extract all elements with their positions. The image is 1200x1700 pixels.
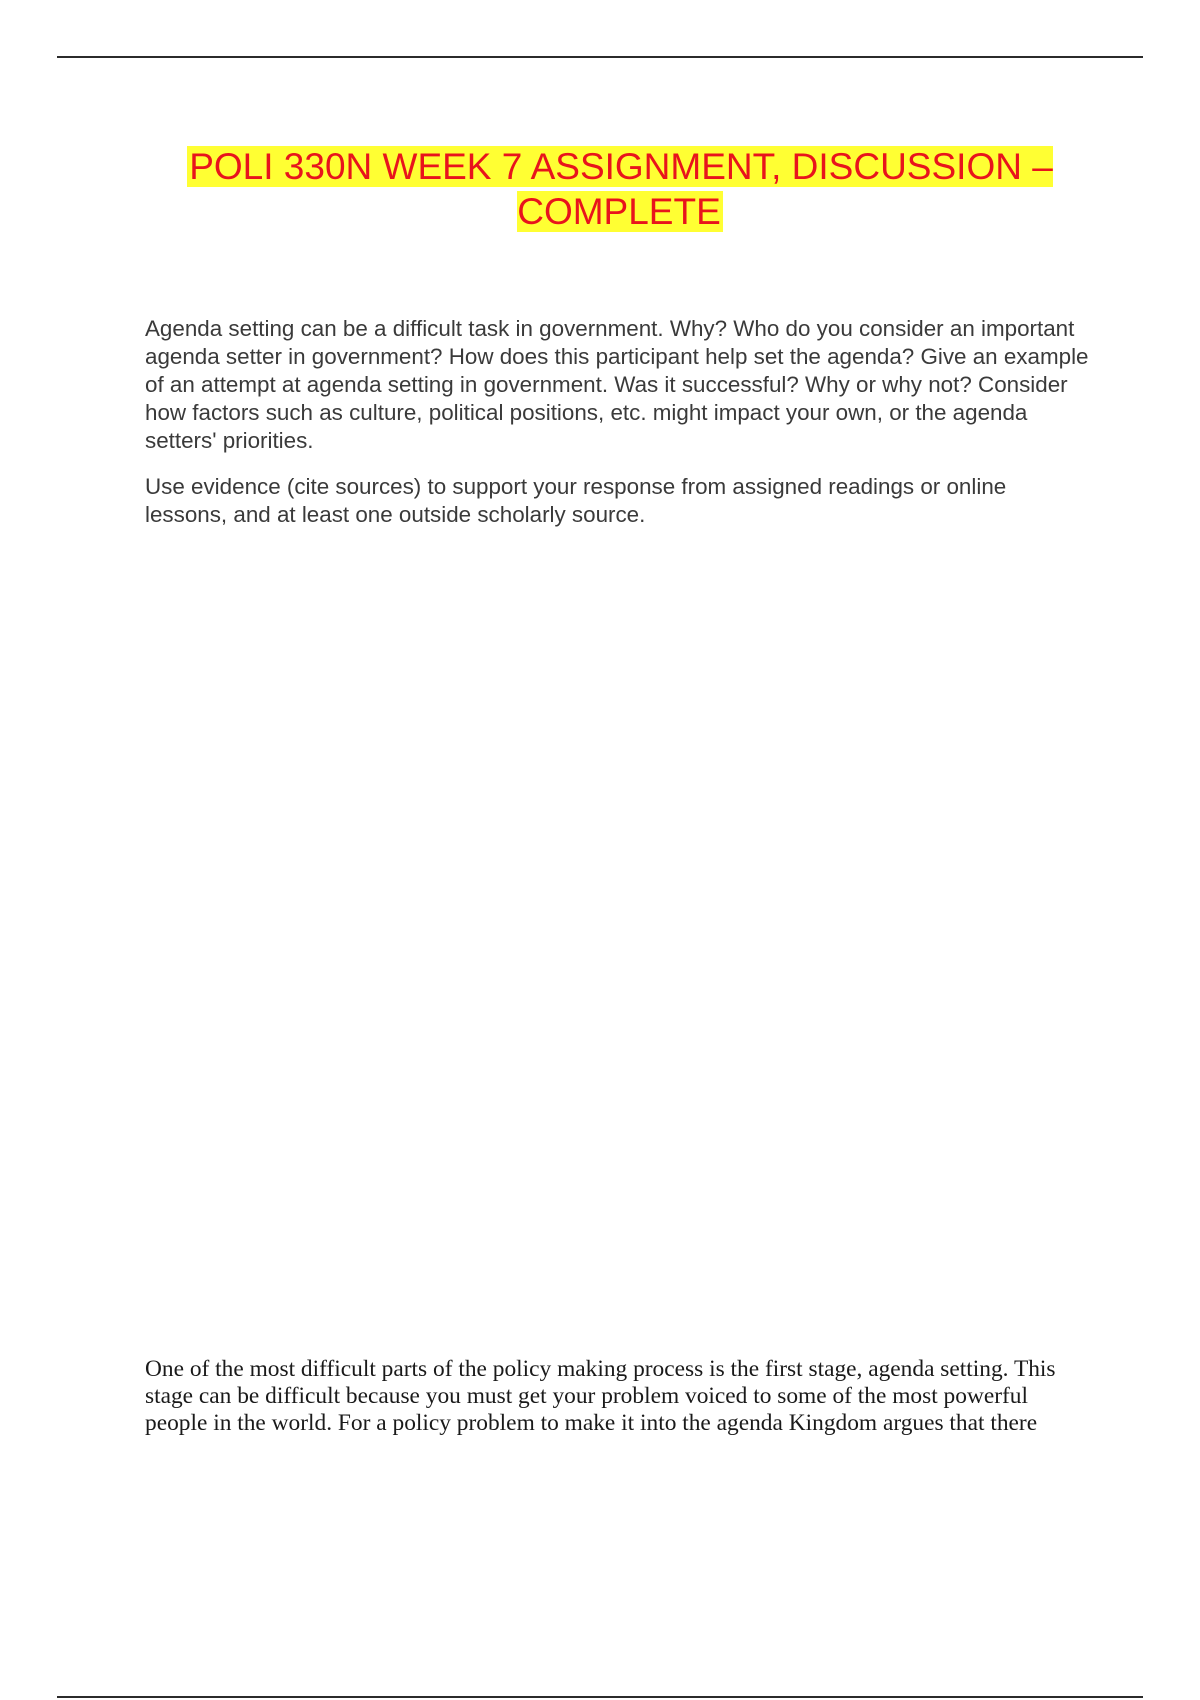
- prompt-paragraph-1: Agenda setting can be a difficult task in government. Why? Who do you consider an important agenda setter in government? How does this participant help set the agenda? Give an example of an attempt at agenda setting in government. Was it successful? Why or why not? Consider how factors such as culture, political positions, etc. might impact your own, or the agenda setters' priorities.: [145, 316, 1089, 453]
- page-title: [130, 144, 1110, 234]
- assignment-prompt: [145, 315, 1090, 547]
- title-highlight: POLI 330N WEEK 7 ASSIGNMENT, DISCUSSION – COMPLETE: [189, 146, 1053, 232]
- top-divider: [57, 56, 1143, 58]
- answer-excerpt: One of the most difficult parts of the policy making process is the first stage, agenda setting. This stage can be difficult because you must get your problem voiced to some of the most powerful people in the world. For a policy problem to make it into the agenda Kingdom argues that there: [145, 1356, 1056, 1436]
- bottom-divider: [57, 1696, 1143, 1698]
- prompt-paragraph-2: Use evidence (cite sources) to support your response from assigned readings or online lessons, and at least one outside scholarly source.: [145, 474, 1007, 527]
